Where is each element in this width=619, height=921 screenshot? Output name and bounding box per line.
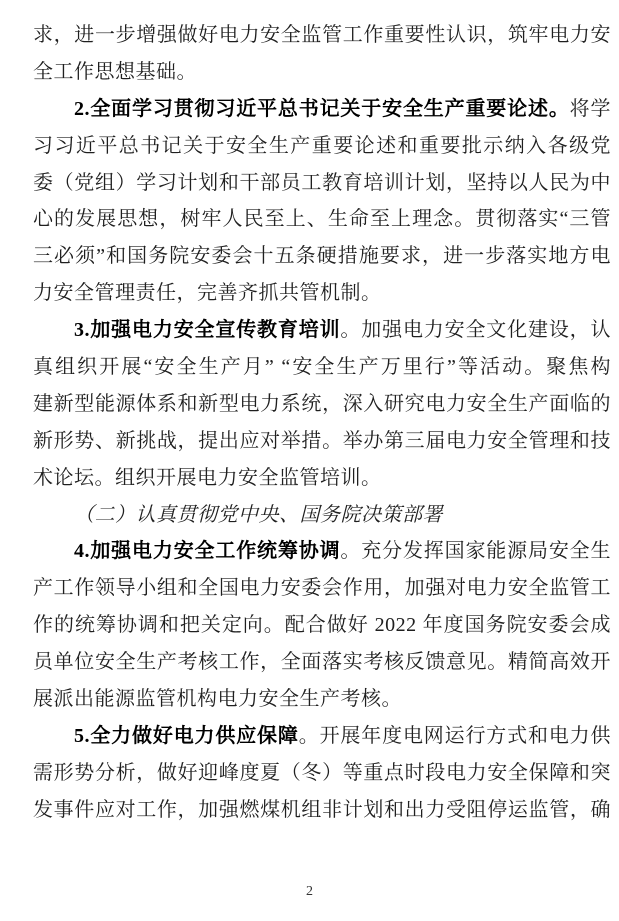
bold-lead-text: 3.加强电力安全宣传教育培训 — [74, 319, 341, 342]
text-line — [33, 460, 611, 497]
paragraph-first-line — [33, 718, 611, 755]
body-text: 发事件应对工作，加强燃煤机组非计划和出力受阻停运监管，确 — [33, 798, 611, 821]
text-line — [33, 17, 611, 54]
text-line — [33, 165, 611, 202]
body-text: 真组织开展“安全生产月” “安全生产万里行”等活动。聚焦构 — [33, 356, 611, 379]
body-text: 。充分发挥国家能源局安全生 — [340, 540, 611, 563]
body-text: 求，进一步增强做好电力安全监管工作重要性认识，筑牢电力安 — [33, 24, 611, 46]
body-text: 委（党组）学习计划和干部员工教育培训计划，坚持以人民为中 — [33, 171, 611, 194]
text-line — [33, 607, 611, 644]
body-text: 将学 — [569, 97, 611, 120]
section-heading-text: （二）认真贯彻党中央、国务院决策部署 — [74, 503, 443, 526]
section-heading — [33, 497, 611, 534]
page-number: 2 — [306, 884, 313, 899]
body-text: 建新型能源体系和新型电力系统，深入研究电力安全生产面临的 — [33, 392, 611, 415]
body-text: 。加强电力安全文化建设，认 — [340, 319, 611, 342]
text-line — [33, 386, 611, 423]
body-text: 作的统筹协调和把关定向。配合做好 2022 年度国务院安委会成 — [33, 614, 611, 637]
body-text: 心的发展思想，树牢人民至上、生命至上理念。贯彻落实“三管 — [33, 208, 611, 231]
text-line — [33, 128, 611, 165]
body-text: 展派出能源监管机构电力安全生产考核。 — [33, 688, 402, 711]
text-line — [33, 681, 611, 718]
bold-lead-text: 2.全面学习贯彻习近平总书记关于安全生产重要论述。 — [74, 97, 570, 120]
text-line — [33, 54, 611, 91]
paragraph-first-line — [33, 312, 611, 349]
paragraph-first-line — [33, 533, 611, 570]
body-text: 全工作思想基础。 — [33, 60, 197, 83]
body-text: 新形势、新挑战，提出应对举措。举办第三届电力安全管理和技 — [33, 429, 611, 452]
text-line — [33, 792, 611, 829]
text-block — [33, 17, 611, 829]
text-line — [33, 755, 611, 792]
text-line — [33, 644, 611, 681]
body-text: 产工作领导小组和全国电力安委会作用，加强对电力安全监管工 — [33, 577, 611, 600]
body-text: 习习近平总书记关于安全生产重要论述和重要批示纳入各级党 — [33, 134, 611, 157]
body-text: 术论坛。组织开展电力安全监管培训。 — [33, 466, 382, 489]
body-text: 三必须”和国务院安委会十五条硬措施要求，进一步落实地方电 — [33, 245, 611, 268]
text-line — [33, 423, 611, 460]
text-line — [33, 349, 611, 386]
text-line — [33, 275, 611, 312]
bold-lead-text: 4.加强电力安全工作统筹协调 — [74, 540, 341, 563]
paragraph-first-line — [33, 91, 611, 128]
body-text: 需形势分析，做好迎峰度夏（冬）等重点时段电力安全保障和突 — [33, 761, 611, 784]
bold-lead-text: 5.全力做好电力供应保障 — [74, 724, 299, 747]
body-text: 力安全管理责任，完善齐抓共管机制。 — [33, 282, 382, 305]
body-text: 员单位安全生产考核工作，全面落实考核反馈意见。精简高效开 — [33, 651, 611, 674]
text-line — [33, 238, 611, 275]
body-text: 。开展年度电网运行方式和电力供 — [298, 724, 611, 747]
text-line — [33, 201, 611, 238]
text-line — [33, 570, 611, 607]
